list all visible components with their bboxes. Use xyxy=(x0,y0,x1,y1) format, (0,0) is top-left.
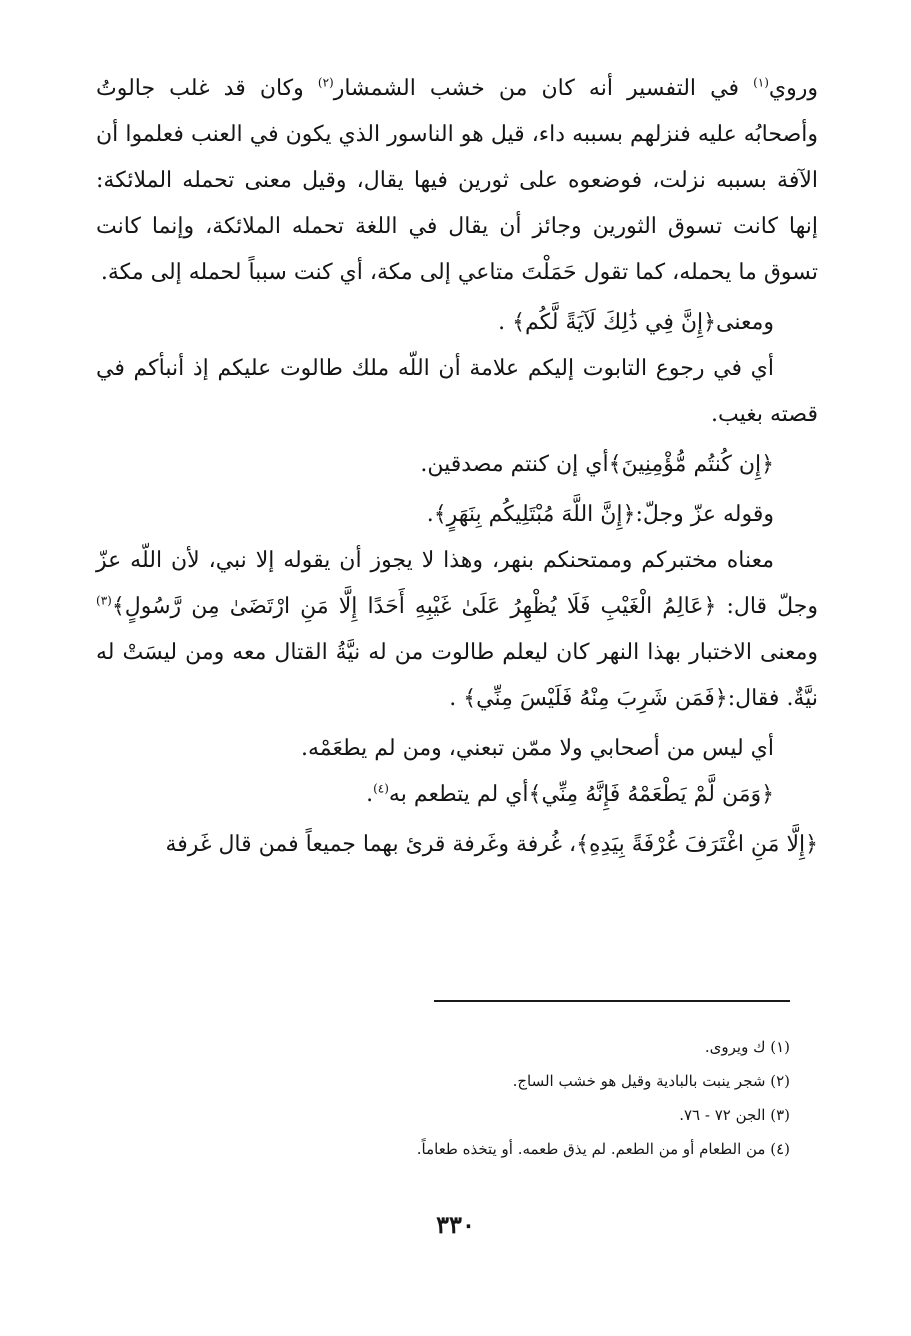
paragraph-tail: أي إن كنتم مصدقين. xyxy=(420,452,609,477)
paragraph-ark-return xyxy=(96,346,818,438)
paragraph-test-meaning xyxy=(96,538,818,722)
paragraph-text: وكان قد غلب جالوتُ وأصحابُه عليه فنزلهم بسببه داء، قيل هو الناسور الذي يكون في العنب فعلموا أن الآفة بسببه نزلت، فوضعوه على ثورين فيها يقال، وقيل معنى تحمله الملائكة: إنها كانت تسوق الثورين وجائز أن يقال في اللغة تحمله الملائكة، وإنما كانت تسوق ما يحمله، كما تقول حَمَلْتَ متاعي إلى مكة، أي كنت سبباً لحمله إلى مكة. xyxy=(96,76,818,285)
footnote-ref-3: (٣) xyxy=(96,593,112,608)
paragraph-believers-verse xyxy=(96,442,818,488)
paragraph-lead: ومعنى xyxy=(716,310,774,335)
footnote-ref-4: (٤) xyxy=(373,781,389,796)
paragraph-sign-verse xyxy=(96,300,818,346)
paragraph-tail: . xyxy=(449,686,457,711)
paragraph-tafsir-ark xyxy=(96,66,818,296)
paragraph-text: أي في رجوع التابوت إليكم علامة أن اللّه ملك طالوت عليكم إذ أنبأكم في قصته بغيب. xyxy=(96,356,818,427)
quran-quote: ﴿إِلَّا مَنِ اغْتَرَفَ غُرْفَةً بِيَدِهِ﴾ xyxy=(576,832,818,857)
paragraph-text: ومعنى الاختبار بهذا النهر كان ليعلم طالوت من له نيَّةُ القتال معه ومن ليسَتْ له نيَّةٌ. فقال: xyxy=(96,640,818,711)
main-text xyxy=(96,66,818,868)
paragraph-tail: . xyxy=(498,310,506,335)
quran-quote: ﴿إِنَّ فِي ذَٰلِكَ لَآيَةً لَّكُم﴾ xyxy=(512,310,716,335)
paragraph-not-taste-verse xyxy=(96,772,818,818)
footnote-3: (٣) الجن ٧٢ - ٧٦. xyxy=(679,1106,790,1124)
paragraph-companions xyxy=(96,726,818,772)
page-number: ٣٣٠ xyxy=(436,1210,475,1239)
quran-quote: ﴿إِنَّ اللَّهَ مُبْتَلِيكُم بِنَهَرٍ﴾ xyxy=(433,502,636,527)
quran-quote: ﴿فَمَن شَرِبَ مِنْهُ فَلَيْسَ مِنِّي﴾ xyxy=(463,686,728,711)
paragraph-text: أي ليس من أصحابي ولا ممّن تبعني، ومن لم يطعَمْه. xyxy=(300,736,774,761)
quran-quote: ﴿وَمَن لَّمْ يَطْعَمْهُ فَإِنَّهُ مِنِّي﴾ xyxy=(528,782,774,807)
footnote-ref-1: (١) xyxy=(753,75,769,90)
paragraph-tail: . xyxy=(426,502,434,527)
footnotes xyxy=(300,1030,790,1166)
footnote-4: (٤) من الطعام أو من الطعم. لم يذق طعمه. أو يتخذه طعاماً. xyxy=(416,1140,790,1158)
quran-quote: ﴿عَالِمُ الْغَيْبِ فَلَا يُظْهِرُ عَلَىٰ غَيْبِهِ أَحَدًا إِلَّا مَنِ ارْتَضَىٰ مِن رَّسُولٍ﴾ xyxy=(111,594,717,619)
footnote-separator xyxy=(434,1000,790,1002)
quran-quote: ﴿إِن كُنتُم مُّؤْمِنِينَ﴾ xyxy=(608,452,774,477)
paragraph-tail: . xyxy=(366,782,374,807)
footnote-1: (١) ك ويروى. xyxy=(704,1038,790,1056)
footnote-2: (٢) شجر ينبت بالبادية وقيل هو خشب الساج. xyxy=(512,1072,790,1090)
paragraph-tail: أي لم يتطعم به xyxy=(388,782,529,807)
paragraph-text: وروي xyxy=(768,76,818,101)
paragraph-handful-verse xyxy=(96,822,818,868)
paragraph-lead: وقوله عزّ وجلّ: xyxy=(635,502,774,527)
footnote-ref-2: (٢) xyxy=(317,75,334,90)
paragraph-river-verse xyxy=(96,492,818,538)
paragraph-text: معناه مختبركم وممتحنكم بنهر، وهذا لا يجوز أن يقوله إلا نبي، لأن اللّه عزّ وجلّ قال: xyxy=(96,548,819,619)
paragraph-text: في التفسير أنه كان من خشب الشمشار xyxy=(333,76,754,101)
paragraph-tail: ، غُرفة وغَرفة قرئ بهما جميعاً فمن قال غَرفة xyxy=(165,832,577,857)
